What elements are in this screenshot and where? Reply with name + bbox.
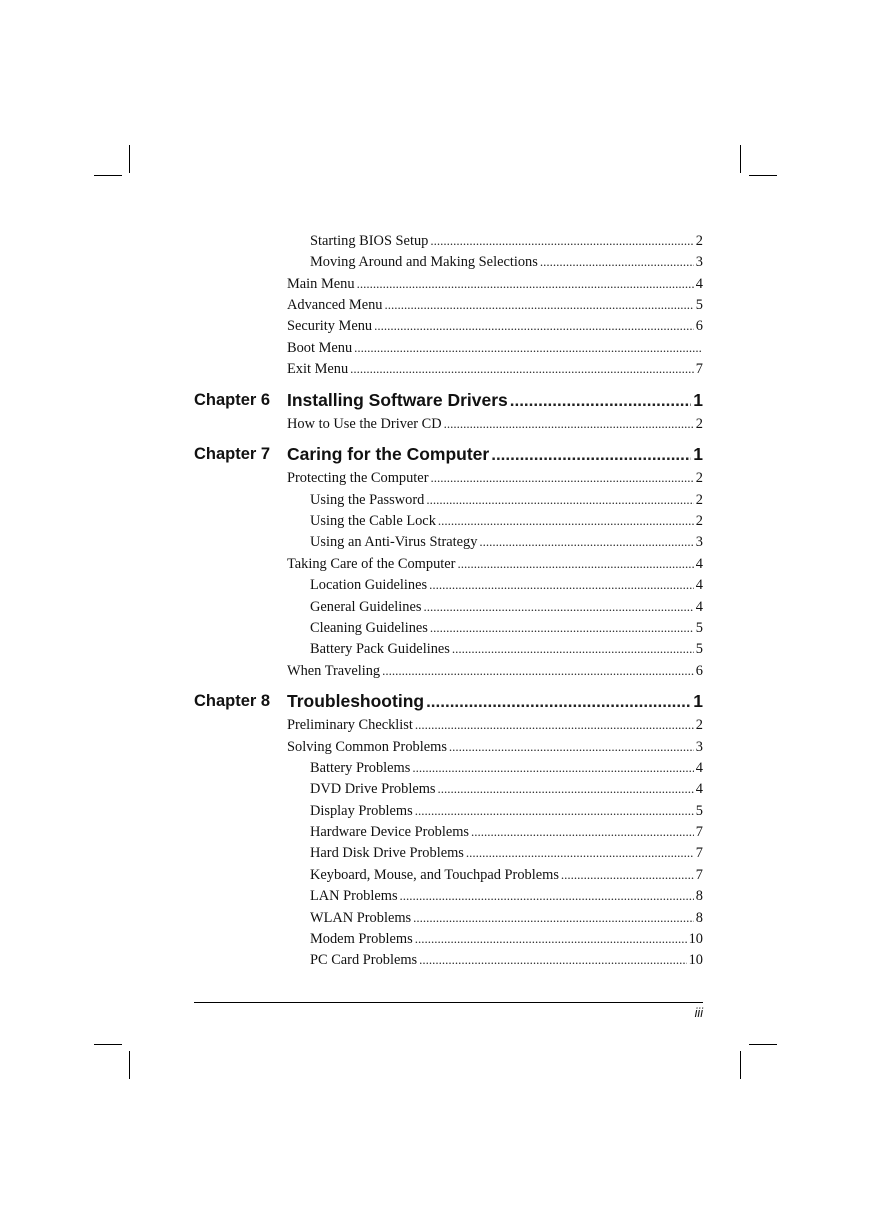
crop-mark-top-left-h <box>94 175 122 176</box>
toc-leader-dots <box>426 490 693 510</box>
toc-entry[interactable] <box>287 295 703 315</box>
chapter-number: Chapter 7 <box>194 445 271 463</box>
toc-entry[interactable] <box>310 532 703 552</box>
toc-leader-dots <box>400 886 694 906</box>
toc-entry-label: Hard Disk Drive Problems <box>310 845 464 861</box>
toc-leader-dots <box>479 532 693 552</box>
toc-entry-label: Advanced Menu <box>287 297 383 313</box>
toc-leader-dots <box>540 252 694 272</box>
chapter-heading[interactable] <box>287 689 703 713</box>
toc-entry[interactable] <box>310 865 703 885</box>
toc-entry-label: Cleaning Guidelines <box>310 620 428 636</box>
toc-leader-dots <box>412 758 693 778</box>
toc-entry[interactable] <box>310 843 703 863</box>
toc-entry-label: Boot Menu <box>287 340 353 356</box>
toc-entry-label: Display Problems <box>310 803 413 819</box>
toc-entry[interactable] <box>310 779 703 799</box>
chapter-heading[interactable] <box>287 442 703 466</box>
crop-mark-bottom-right-v <box>740 1051 741 1079</box>
toc-leader-dots <box>350 359 694 379</box>
chapter-page: 1 <box>693 691 703 711</box>
toc-leader-dots <box>444 414 694 434</box>
toc-entry-page: 4 <box>695 760 703 776</box>
crop-mark-bottom-right-h <box>749 1044 777 1045</box>
toc-entry-label: Starting BIOS Setup <box>310 233 429 249</box>
toc-leader-dots <box>457 554 693 574</box>
chapter-number: Chapter 6 <box>194 391 271 409</box>
toc-entry-page: 2 <box>695 416 703 432</box>
toc-entry[interactable] <box>310 618 703 638</box>
crop-mark-top-right-h <box>749 175 777 176</box>
toc-entry[interactable] <box>310 950 703 970</box>
toc-leader-dots <box>510 389 692 412</box>
toc-leader-dots <box>354 338 701 358</box>
toc-entry[interactable] <box>310 758 703 778</box>
toc-entry-label: General Guidelines <box>310 599 422 615</box>
chapter-page: 1 <box>693 390 703 410</box>
toc-leader-dots <box>561 865 694 885</box>
crop-mark-top-left-v <box>129 145 130 173</box>
toc-entry-label: Modem Problems <box>310 931 413 947</box>
toc-entry-label: Solving Common Problems <box>287 739 447 755</box>
toc-leader-dots <box>385 295 694 315</box>
toc-entry[interactable] <box>287 468 703 488</box>
toc-entry-label: LAN Problems <box>310 888 398 904</box>
toc-entry-label: Battery Pack Guidelines <box>310 641 450 657</box>
toc-entry[interactable] <box>310 597 703 617</box>
toc-leader-dots <box>491 443 691 466</box>
toc-leader-dots <box>424 597 694 617</box>
toc-entry-label: Location Guidelines <box>310 577 428 593</box>
toc-leader-dots <box>430 618 694 638</box>
toc-leader-dots <box>419 950 686 970</box>
chapter-title: Troubleshooting <box>287 691 425 711</box>
toc-entry-page: 3 <box>695 739 703 755</box>
toc-entry-page: 3 <box>695 254 703 270</box>
toc-entry-page: 4 <box>695 599 703 615</box>
toc-entry-label: Using the Password <box>310 492 425 508</box>
toc-leader-dots <box>438 779 694 799</box>
toc-entry-label: Using an Anti-Virus Strategy <box>310 534 478 550</box>
toc-entry[interactable] <box>310 231 703 251</box>
toc-entry-page: 6 <box>695 663 703 679</box>
crop-mark-bottom-left-h <box>94 1044 122 1045</box>
toc-entry-page: 5 <box>695 641 703 657</box>
toc-entry[interactable] <box>287 661 703 681</box>
toc-entry[interactable] <box>287 414 703 434</box>
toc-leader-dots <box>415 715 694 735</box>
toc-entry[interactable] <box>287 316 703 336</box>
toc-entry[interactable] <box>310 639 703 659</box>
toc-entry-page: 8 <box>695 888 703 904</box>
toc-leader-dots <box>430 231 693 251</box>
toc-entry[interactable] <box>310 575 703 595</box>
toc-entry-page: 7 <box>695 361 703 377</box>
toc-entry-page: 2 <box>695 492 703 508</box>
toc-entry[interactable] <box>287 737 703 757</box>
toc-leader-dots <box>415 929 687 949</box>
toc-entry[interactable] <box>310 929 703 949</box>
toc-entry-label: Using the Cable Lock <box>310 513 436 529</box>
toc-entry-page: 10 <box>688 931 703 947</box>
toc-leader-dots <box>466 843 694 863</box>
toc-entry-page: 7 <box>695 824 703 840</box>
toc-entry-label: Keyboard, Mouse, and Touchpad Problems <box>310 867 559 883</box>
toc-entry-page: 4 <box>695 781 703 797</box>
toc-entry[interactable] <box>287 274 703 294</box>
toc-entry-page: 7 <box>695 845 703 861</box>
toc-entry[interactable] <box>310 490 703 510</box>
toc-entry-label: WLAN Problems <box>310 910 412 926</box>
toc-leader-dots <box>415 801 694 821</box>
toc-entry-label: PC Card Problems <box>310 952 418 968</box>
toc-entry[interactable] <box>310 252 703 272</box>
toc-entry-page: 6 <box>695 318 703 334</box>
toc-leader-dots <box>413 908 694 928</box>
crop-mark-top-right-v <box>740 145 741 173</box>
toc-leader-dots <box>357 274 694 294</box>
toc-leader-dots <box>449 737 694 757</box>
toc-leader-dots <box>438 511 694 531</box>
toc-entry-label: Battery Problems <box>310 760 411 776</box>
page-number: iii <box>694 1006 703 1020</box>
toc-entry-label: Moving Around and Making Selections <box>310 254 538 270</box>
toc-entry-page: 2 <box>695 513 703 529</box>
toc-entry[interactable] <box>310 908 703 928</box>
toc-entry[interactable] <box>310 886 703 906</box>
chapter-title: Installing Software Drivers <box>287 390 508 410</box>
toc-entry[interactable] <box>287 359 703 379</box>
toc-leader-dots <box>430 468 693 488</box>
toc-entry-label: When Traveling <box>287 663 381 679</box>
toc-entry-label: Exit Menu <box>287 361 349 377</box>
toc-entry[interactable] <box>287 715 703 735</box>
toc-entry-page: 7 <box>695 867 703 883</box>
toc-entry-page: 5 <box>695 803 703 819</box>
toc-entry-page: 10 <box>688 952 703 968</box>
toc-entry-page: 5 <box>695 297 703 313</box>
toc-leader-dots <box>382 661 694 681</box>
toc-entry-page: 4 <box>695 577 703 593</box>
toc-entry-page: 4 <box>695 276 703 292</box>
toc-entry-label: How to Use the Driver CD <box>287 416 442 432</box>
chapter-heading[interactable] <box>287 388 703 412</box>
chapter-title: Caring for the Computer <box>287 444 490 464</box>
toc-entry-page: 5 <box>695 620 703 636</box>
toc-entry-label: Security Menu <box>287 318 373 334</box>
toc-entry-label: Protecting the Computer <box>287 470 429 486</box>
toc-entry[interactable] <box>310 511 703 531</box>
toc-entry-label: Taking Care of the Computer <box>287 556 456 572</box>
toc-entry-label: Main Menu <box>287 276 355 292</box>
toc-entry-page: 8 <box>695 910 703 926</box>
toc-entry-label: Preliminary Checklist <box>287 717 413 733</box>
toc-leader-dots <box>471 822 694 842</box>
toc-entry-label: DVD Drive Problems <box>310 781 436 797</box>
toc-entry[interactable] <box>310 822 703 842</box>
toc-entry-page: 2 <box>695 717 703 733</box>
toc-leader-dots <box>374 316 694 336</box>
toc-entry-page: 3 <box>695 534 703 550</box>
toc-entry-page: 4 <box>695 556 703 572</box>
toc-entry-label: Hardware Device Problems <box>310 824 470 840</box>
chapter-page: 1 <box>693 444 703 464</box>
toc-entry[interactable] <box>287 338 703 358</box>
crop-mark-bottom-left-v <box>129 1051 130 1079</box>
toc-leader-dots <box>426 690 691 713</box>
toc-entry-page: 2 <box>695 470 703 486</box>
toc-entry[interactable] <box>287 554 703 574</box>
toc-entry-page: 2 <box>695 233 703 249</box>
footer-rule <box>194 1002 703 1003</box>
toc-leader-dots <box>429 575 694 595</box>
chapter-number: Chapter 8 <box>194 692 271 710</box>
toc-entry[interactable] <box>310 801 703 821</box>
toc-leader-dots <box>452 639 694 659</box>
